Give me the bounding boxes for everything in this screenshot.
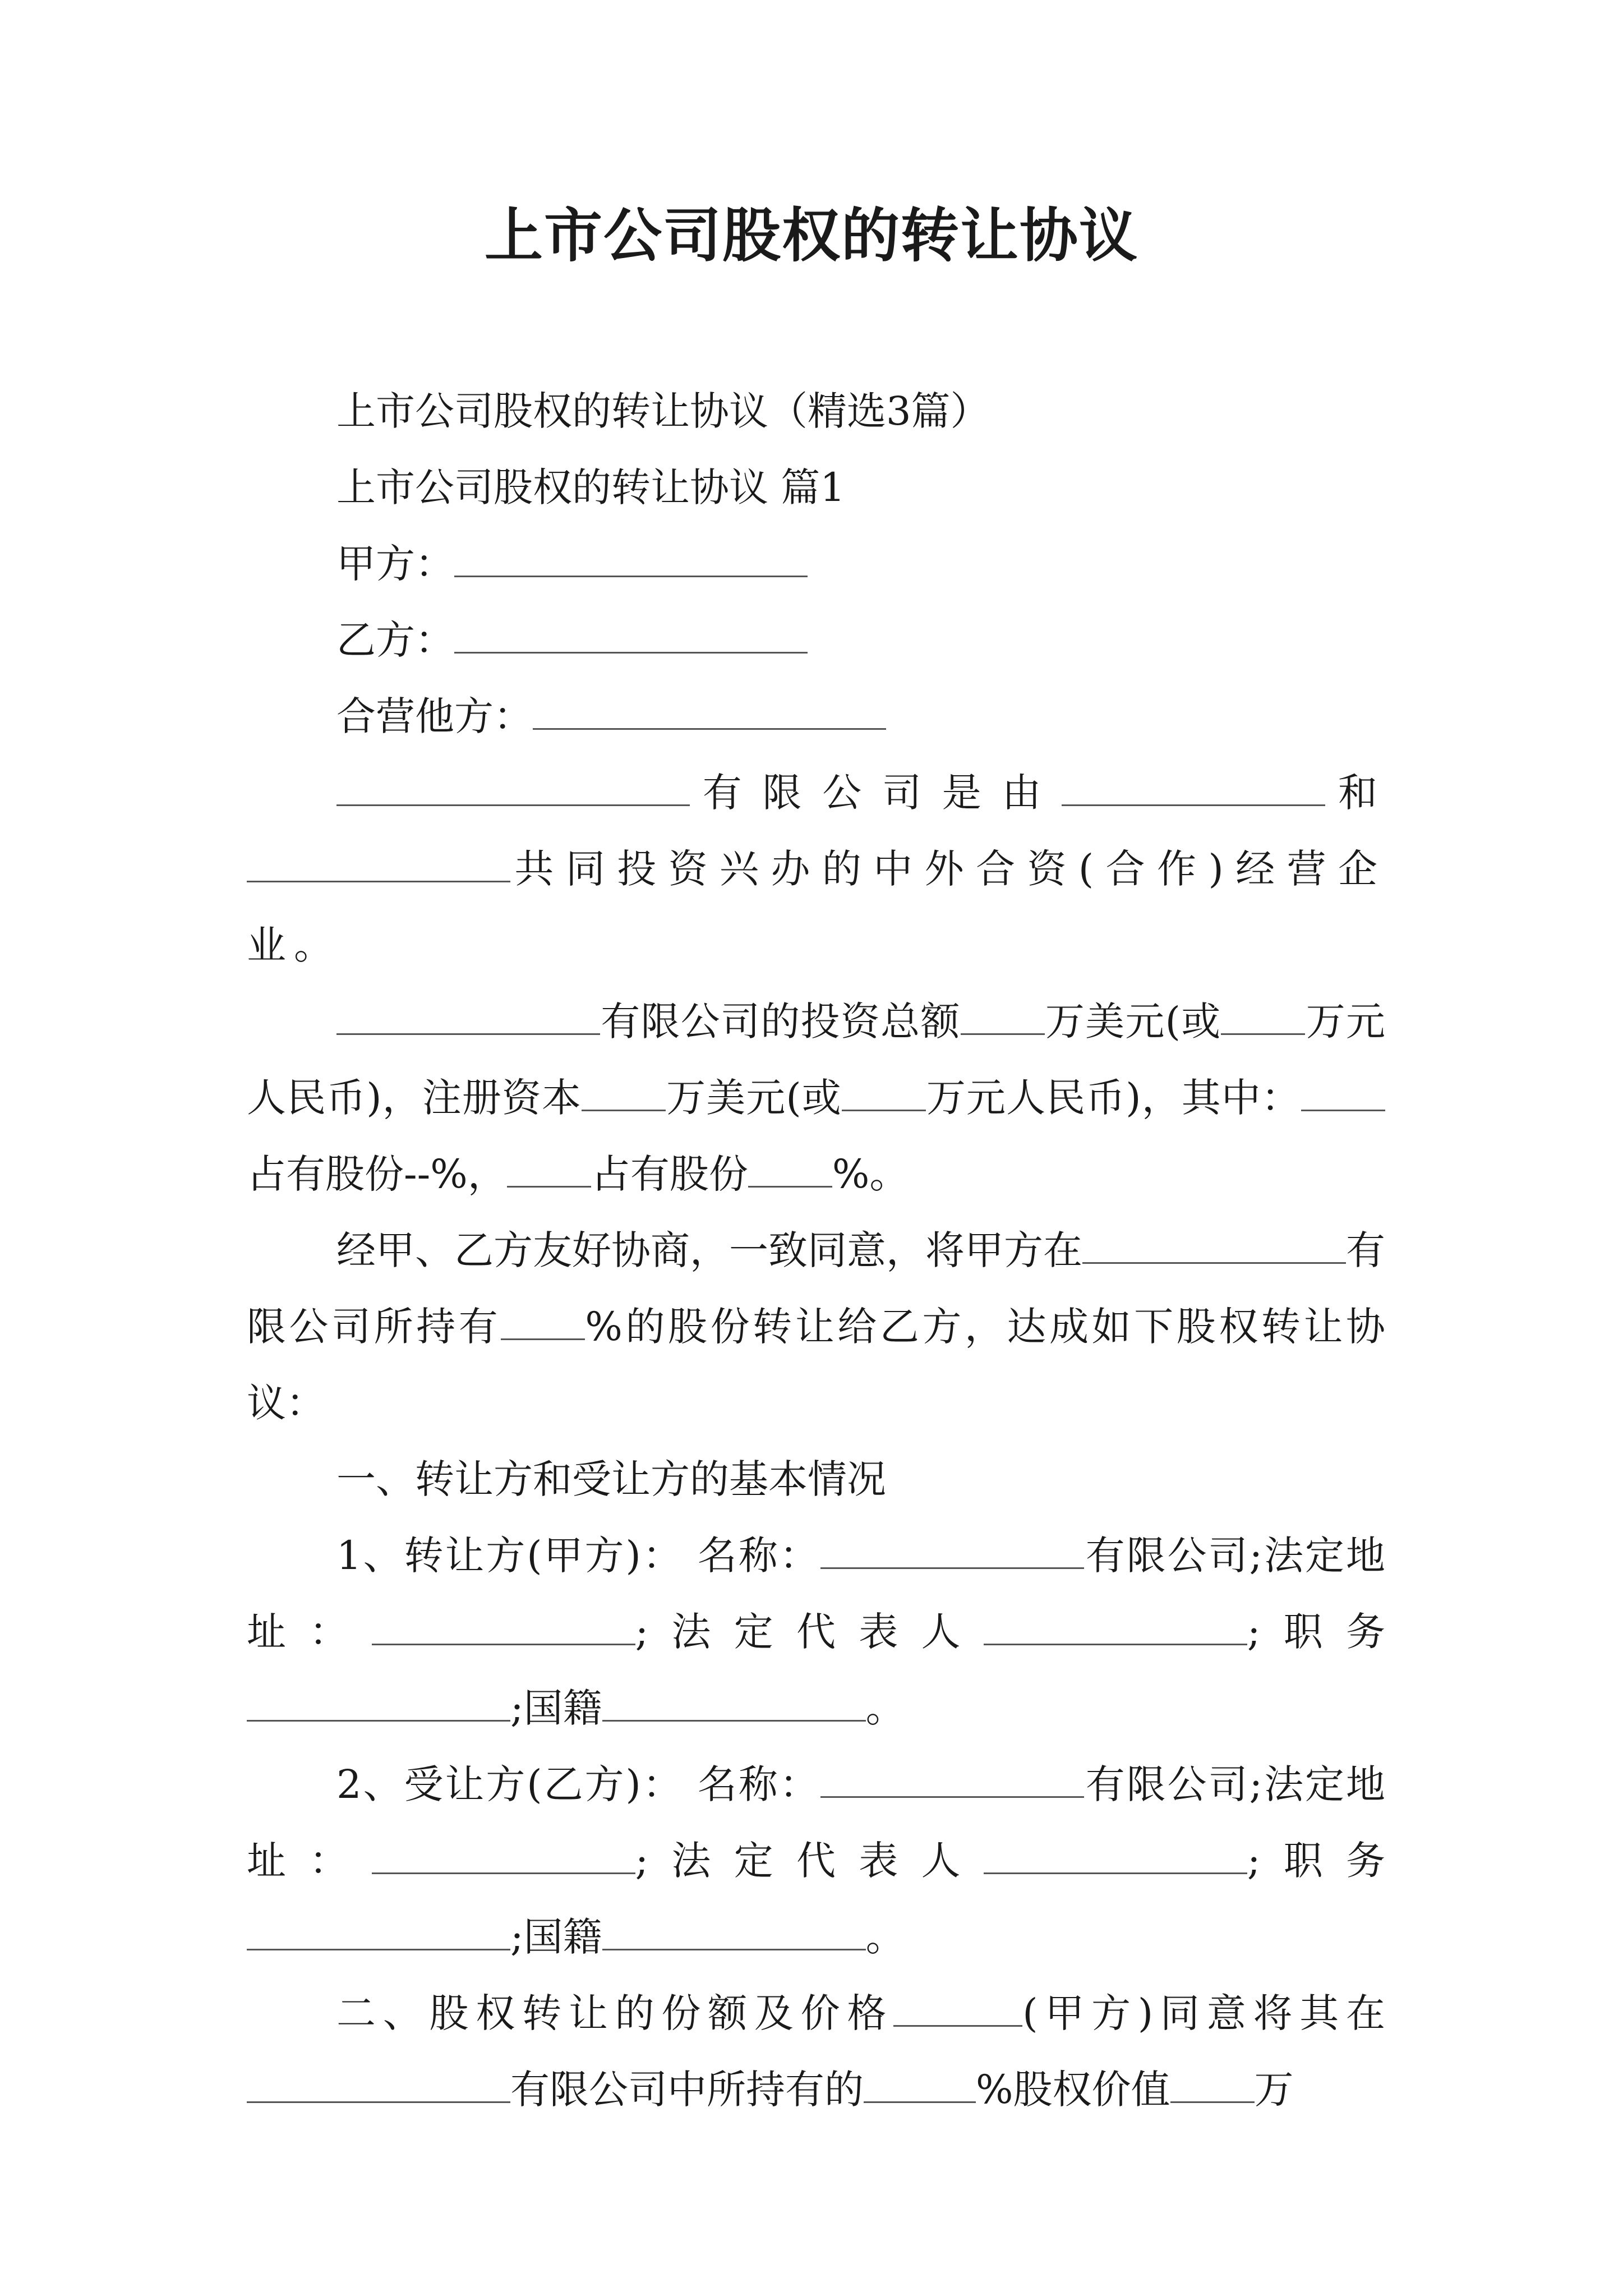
reg-rmb-blank[interactable]	[842, 1075, 926, 1111]
p1-text-a: 有限公司是由	[690, 770, 1062, 816]
item-1-text-b: 有限公司;法定地址：	[247, 1533, 1386, 1655]
subtitle	[247, 373, 1385, 449]
transferee-name-blank[interactable]	[820, 1761, 1084, 1798]
item-2-text-f: 。	[865, 1914, 905, 1960]
p3-text-c: %的股份转让给乙方，达成如下股权转让协议：	[247, 1304, 1386, 1426]
p1-text-b: 和	[1325, 770, 1385, 816]
paragraph-2	[247, 983, 1385, 1212]
heading-2-text-e: 万	[1254, 2067, 1294, 2113]
item-1-text-c: ;法定代表人	[635, 1609, 984, 1655]
holder-2-pct-blank[interactable]	[748, 1151, 832, 1188]
item-1-text-e: ;国籍	[510, 1685, 602, 1731]
company-3-blank[interactable]	[1082, 1227, 1346, 1264]
transferee-title-blank[interactable]	[247, 1914, 510, 1950]
section-title	[247, 449, 1385, 526]
holder-1-blank[interactable]	[1301, 1075, 1385, 1111]
p3-text-a: 经甲、乙方友好协商，一致同意，将甲方在	[336, 1227, 1082, 1273]
equity-pct-blank[interactable]	[864, 2067, 976, 2103]
investor-1-blank[interactable]	[1062, 770, 1325, 806]
paragraph-1	[247, 754, 1385, 983]
p3-text-b: 有限公司所持有	[247, 1227, 1385, 1350]
party-a-line	[247, 526, 1385, 602]
heading-1-text: 一、转让方和受让方的基本情况	[336, 1456, 886, 1502]
transfer-pct-blank[interactable]	[501, 1304, 585, 1340]
transferor-title-blank[interactable]	[247, 1685, 510, 1722]
p2-text-f: 占有股份--%，	[247, 1151, 507, 1197]
item-1-text-f: 。	[865, 1685, 905, 1731]
document-body	[247, 373, 1385, 2128]
section-title-text: 上市公司股权的转让协议 篇1	[336, 464, 845, 510]
jv-other-label: 合营他方：	[336, 693, 533, 739]
jv-other-blank[interactable]	[533, 693, 886, 730]
p2-text-a: 有限公司的投资总额	[600, 999, 961, 1045]
equity-value-blank[interactable]	[1170, 2067, 1255, 2103]
total-usd-blank[interactable]	[961, 999, 1045, 1035]
p2-text-h: %。	[832, 1151, 909, 1197]
transferee-rep-blank[interactable]	[984, 1838, 1247, 1874]
p2-text-d: 万美元(或	[666, 1075, 842, 1121]
item-2-text-b: 有限公司;法定地址：	[247, 1761, 1386, 1884]
item-1-text-a: 1、转让方(甲方)： 名称：	[336, 1533, 820, 1579]
heading-2-text-d: %股权价值	[976, 2067, 1170, 2113]
party-a-blank[interactable]	[454, 541, 808, 577]
party-a-label: 甲方：	[336, 541, 454, 587]
total-rmb-blank[interactable]	[1221, 999, 1305, 1035]
subtitle-text: 上市公司股权的转让协议（精选3篇）	[336, 388, 990, 434]
party-b-line	[247, 602, 1385, 678]
heading-2-text-c: 有限公司中所持有的	[510, 2067, 864, 2113]
heading-2-text-a: 二、股权转让的份额及价格	[336, 1990, 894, 2036]
investor-2-blank[interactable]	[247, 846, 510, 882]
heading-2-text-b: (甲方)同意将其在	[1022, 1990, 1386, 2036]
party-b-blank[interactable]	[454, 617, 808, 654]
p2-text-g: 占有股份	[591, 1151, 748, 1197]
company-2-blank[interactable]	[336, 999, 600, 1035]
heading-1	[247, 1441, 1385, 1517]
transferor-name-blank[interactable]	[820, 1533, 1084, 1569]
p1-text-c: 共同投资兴办的中外合资(合作)经营企业。	[247, 846, 1385, 968]
paragraph-3	[247, 1212, 1385, 1441]
jv-other-line	[247, 678, 1385, 754]
transferee-nationality-blank[interactable]	[602, 1914, 866, 1950]
item-1	[247, 1517, 1385, 1746]
transferor-nationality-blank[interactable]	[602, 1685, 866, 1722]
item-2	[247, 1746, 1385, 1975]
heading-2	[247, 1975, 1385, 2128]
item-1-text-d: ;职务	[1247, 1609, 1385, 1655]
item-2-text-e: ;国籍	[510, 1914, 602, 1960]
party-a-name-blank[interactable]	[893, 1990, 1022, 2027]
transferee-address-blank[interactable]	[372, 1838, 635, 1874]
transferor-rep-blank[interactable]	[984, 1609, 1247, 1645]
item-2-text-c: ;法定代表人	[635, 1838, 984, 1884]
transferor-address-blank[interactable]	[372, 1609, 635, 1645]
company-4-blank[interactable]	[247, 2067, 510, 2103]
document-title: 上市公司股权的转让协议	[484, 201, 1138, 270]
holder-2-blank[interactable]	[507, 1151, 591, 1188]
company-blank[interactable]	[336, 770, 690, 806]
item-2-text-a: 2、受让方(乙方)： 名称：	[336, 1761, 820, 1807]
p2-text-c: 万元人民币)，注册资本	[247, 999, 1386, 1121]
item-2-text-d: ;职务	[1247, 1838, 1385, 1884]
reg-usd-blank[interactable]	[582, 1075, 666, 1111]
p2-text-e: 万元人民币)，其中：	[925, 1075, 1302, 1121]
p2-text-b: 万美元(或	[1044, 999, 1221, 1045]
party-b-label: 乙方：	[336, 617, 454, 663]
